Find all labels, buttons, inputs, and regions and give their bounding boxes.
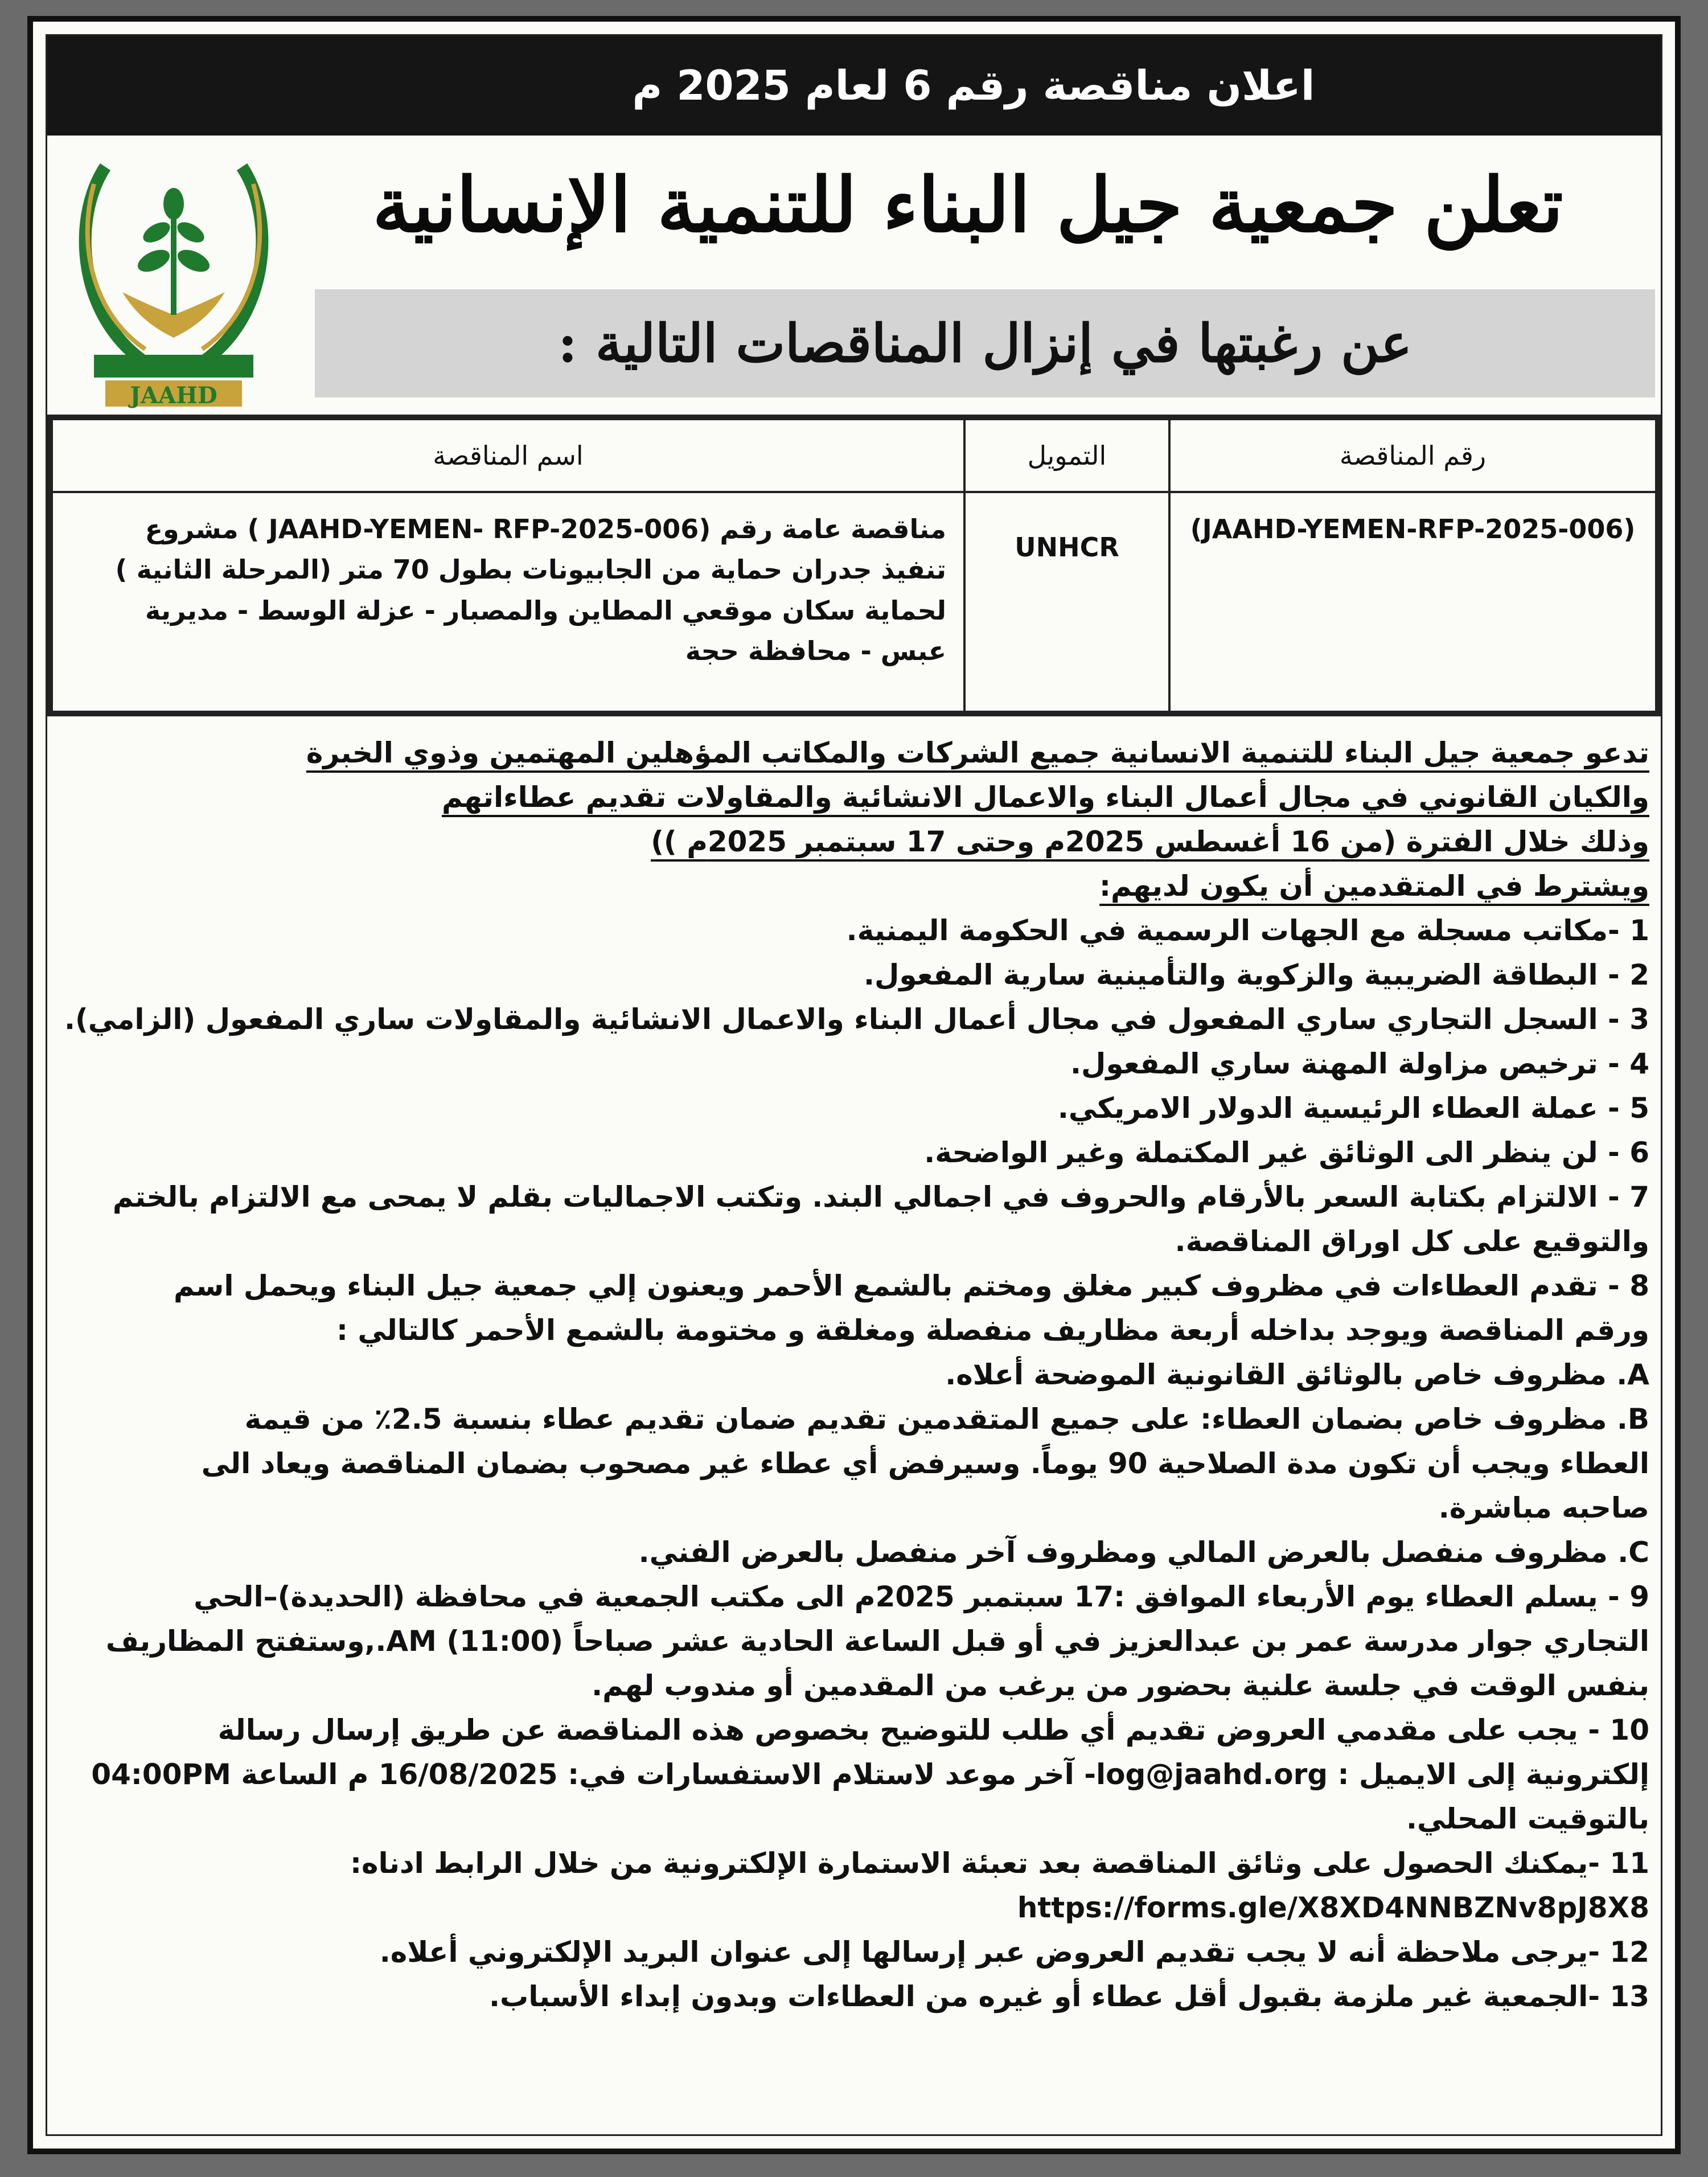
envelope-item: B. مظروف خاص بضمان العطاء: على جميع المتقدمين تقديم ضمان تقديم عطاء بنسبة 2.5٪ من قيمة: [244, 1403, 1649, 1436]
logo-ribbon: [94, 355, 253, 378]
advertisement-frame: [46, 34, 1662, 2136]
logo-gold-left-arc: [88, 184, 145, 349]
cell-tender-number: [1169, 492, 1656, 712]
tender-name-line: تنفيذ جدران حماية من الجابيونات بطول 70 متر (المرحلة الثانية ): [115, 554, 946, 585]
requirement-item: 1 -مكاتب مسجلة مع الجهات الرسمية في الحكومة اليمنية.: [846, 914, 1649, 947]
requirement-item: 5 - عملة العطاء الرئيسية الدولار الامريكي.: [1057, 1092, 1649, 1125]
logo-gold-right-arc: [202, 184, 260, 349]
requirement-item: 2 - البطاقة الضريبية والزكوية والتأمينية سارية المفعول.: [864, 958, 1649, 991]
envelope-item: صاحبه مباشرة.: [1438, 1491, 1649, 1524]
requirement-item: إلكترونية إلى الايميل : log@jaahd.org- آخر موعد لاستلام الاستفسارات في: 16/08/2025 م الساعة 04:00PM: [91, 1758, 1649, 1791]
period-line: وذلك خلال الفترة (من 16 أغسطس 2025م وحتى 17 سبتمبر 2025م )): [651, 825, 1649, 858]
requirement-item: 9 - يسلم العطاء يوم الأربعاء الموافق :17 سبتمبر 2025م الى مكتب الجمعية في محافظة (الحديدة)–الحي: [194, 1580, 1649, 1613]
requirement-item: 6 - لن ينظر الى الوثائق غير المكتملة وغير الواضحة.: [924, 1136, 1649, 1169]
envelope-item: C. مظروف منفصل بالعرض المالي ومظروف آخر منفصل بالعرض الفني.: [638, 1536, 1649, 1569]
logo-wordmark: JAAHD: [130, 382, 217, 409]
form-link[interactable]: https://forms.gle/X8XD4NNBZNv8pJ8X8: [1017, 1891, 1649, 1924]
header-tender-number: رقم المناقصة: [1169, 419, 1656, 492]
tender-name-line: مناقصة عامة رقم (JAAHD-YEMEN- RFP-2025-006 ) مشروع: [145, 514, 946, 544]
intro-line: تدعو جمعية جيل البناء للتنمية الانسانية جميع الشركات والمكاتب المؤهلين المهتمين وذوي الخبرة: [306, 736, 1649, 769]
requirement-item: 13 -الجمعية غير ملزمة بقبول أقل عطاء أو غيره من العطاءات وبدون إبداء الأسباب.: [489, 1980, 1649, 2013]
headline: تعلن جمعية جيل البناء للتنمية الإنسانية: [372, 161, 1563, 249]
requirement-item: 4 - ترخيص مزاولة المهنة ساري المفعول.: [1070, 1047, 1649, 1080]
jaahd-logo: [60, 150, 288, 412]
jaahd-logo-icon: [60, 150, 288, 412]
requirements-heading: ويشترط في المتقدمين أن يكون لديهم:: [1099, 870, 1649, 903]
requirement-item: بنفس الوقت في جلسة علنية بحضور من يرغب من المقدمين أو مندوب لهم.: [592, 1669, 1649, 1702]
envelope-item: العطاء ويجب أن تكون مدة الصلاحية 90 يوماً. وسيرفض أي عطاء غير مصحوب بضمان المناقصة ويعاد الى: [201, 1447, 1649, 1480]
sub-headline-banner: عن رغبتها في إنزال المناقصات التالية :: [315, 289, 1655, 397]
requirement-item: والتوقيع على كل اوراق المناقصة.: [1175, 1225, 1649, 1258]
requirement-item: 12 -يرجى ملاحظة أنه لا يجب تقديم العروض عبر إرسالها إلى عنوان البريد الإلكتروني أعلاه.: [379, 1936, 1649, 1969]
cell-funding: [964, 492, 1169, 712]
table-header-row: [52, 419, 1656, 492]
announcement-body: [59, 731, 1649, 2117]
funding-text: UNHCR: [1015, 532, 1119, 563]
requirement-item: 8 - تقدم العطاءات في مظروف كبير مغلق ومختم بالشمع الأحمر ويعنون إلي جمعية جيل البناء ويحمل اسم: [173, 1269, 1649, 1302]
requirement-item: 11 -يمكنك الحصول على وثائق المناقصة بعد تعبئة الاستمارة الإلكترونية من خلال الرابط ادناه:: [350, 1847, 1649, 1880]
requirement-item: ورقم المناقصة ويوجد بداخله أربعة مظاريف منفصلة ومغلقة و مختومة بالشمع الأحمر كالتالي :: [336, 1314, 1649, 1347]
tender-table: [47, 415, 1661, 716]
cell-tender-name: [52, 492, 964, 712]
advertisement-sheet: [27, 16, 1681, 2154]
requirement-item: بالتوقيت المحلي.: [1406, 1802, 1649, 1835]
header-funding: التمويل: [964, 419, 1169, 492]
tender-name-line: لحماية سكان موقعي المطاين والمصبار - عزلة الوسط - مديرية: [145, 595, 946, 626]
tender-announcement-banner: اعلان مناقصة رقم 6 لعام 2025 م: [47, 36, 1661, 136]
intro-line: والكيان القانوني في مجال أعمال البناء والاعمال الانشائية والمقاولات تقديم عطاءاتهم: [441, 781, 1649, 814]
requirement-item: 10 - يجب على مقدمي العروض تقديم أي طلب للتوضيح بخصوص هذه المناقصة عن طريق إرسال رسالة: [217, 1713, 1649, 1746]
requirement-item: التجاري جوار مدرسة عمر بن عبدالعزيز في أو قبل الساعة الحادية عشر صباحاً (11:00) AM.,وستفتح المظاريف: [105, 1625, 1649, 1658]
header-tender-name: اسم المناقصة: [52, 419, 964, 492]
tender-name-line: عبس - محافظة حجة: [685, 635, 946, 666]
tender-number-text: (JAAHD-YEMEN-RFP-2025-006): [1190, 514, 1636, 544]
envelope-item: A. مظروف خاص بالوثائق القانونية الموضحة أعلاه.: [945, 1358, 1649, 1391]
requirement-item: 3 - السجل التجاري ساري المفعول في مجال أعمال البناء والاعمال الانشائية والمقاولات ساري المفعول (الزامي).: [64, 1003, 1649, 1036]
table-row: [52, 492, 1656, 712]
requirement-item: 7 - الالتزام بكتابة السعر بالأرقام والحروف في اجمالي البند. وتكتب الاجماليات بقلم لا يمحى مع الالتزام بالختم: [112, 1180, 1649, 1213]
